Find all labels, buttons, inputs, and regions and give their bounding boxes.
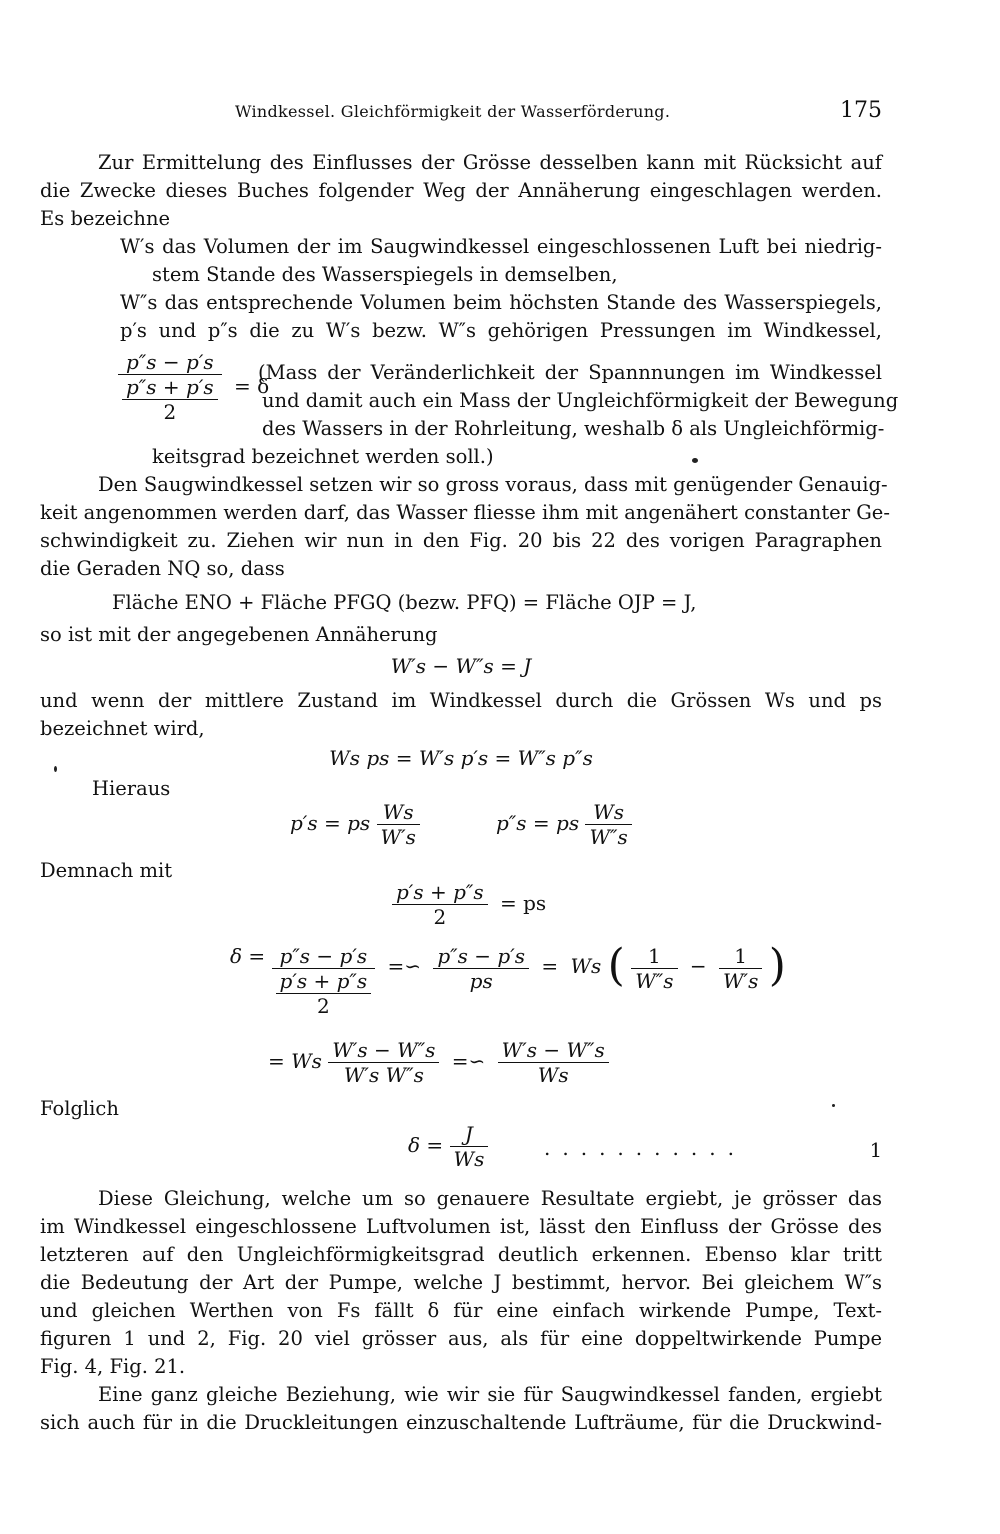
definition-w2: W″s das entsprechende Volumen beim höchsten Stande des Wasserspiegels, <box>120 291 882 314</box>
approx-sign: =∽ <box>451 1049 486 1073</box>
equation-number: 1 <box>869 1139 882 1162</box>
fraction-numerator: 1 <box>719 944 762 969</box>
fraction-numerator: p″s − p′s <box>272 944 376 969</box>
label-hieraus: Hieraus <box>92 777 171 800</box>
text-line: die Zwecke dieses Buches folgender Weg der Annäherung eingeschlagen werden. <box>40 179 882 202</box>
formula-lhs: δ = <box>230 944 266 968</box>
text-line: und gleichen Werthen von Fs fällt δ für eine einfach wirkende Pumpe, Text- <box>40 1299 882 1322</box>
definition-w1: W′s das Volumen der im Saugwindkessel eingeschlossenen Luft bei niedrig- <box>120 235 882 258</box>
label-folglich: Folglich <box>40 1097 119 1120</box>
equals-sign: = <box>541 954 559 978</box>
approx-sign: =∽ <box>387 954 422 978</box>
fraction-numerator: 1 <box>631 944 677 969</box>
fraction-numerator: W′s − W″s <box>498 1038 609 1063</box>
fraction-numerator: p″s − p′s <box>118 350 222 375</box>
fraction-denominator: W′s W″s <box>343 1063 424 1087</box>
text-line: figuren 1 und 2, Fig. 20 viel grösser aus, als für eine doppeltwirkende Pumpe <box>40 1327 882 1350</box>
fraction-denominator: 2 <box>163 400 177 424</box>
delta-explanation: (Mass der Veränderlichkeit der Spannnungen im Windkessel <box>258 361 882 384</box>
text-line: letzteren auf den Ungleichförmigkeitsgrad deutlich erkennen. Ebenso klar tritt <box>40 1243 882 1266</box>
fraction-numerator: p′s + p″s <box>276 969 372 994</box>
fraction-denominator: W′s <box>380 825 416 849</box>
fraction-numerator: p″s + p′s <box>122 375 218 400</box>
text-line: die Geraden NQ so, dass <box>40 557 285 580</box>
volume-equation: W′s − W″s = J <box>390 654 532 678</box>
text-line: und wenn der mittlere Zustand im Windkessel durch die Grössen Ws und ps <box>40 689 882 712</box>
mean-pressure-formula <box>392 880 552 929</box>
fraction-denominator: Ws <box>453 1147 485 1171</box>
scan-speck <box>832 1104 835 1107</box>
page-number: 175 <box>840 98 882 123</box>
text-line: Eine ganz gleiche Beziehung, wie wir sie für Saugwindkessel fanden, ergiebt <box>98 1383 882 1406</box>
area-equation: Fläche ENO + Fläche PFGQ (bezw. PFQ) = Fläche OJP = J, <box>112 591 697 614</box>
text-line: Es bezeichne <box>40 207 171 230</box>
fraction-numerator: Ws <box>585 800 631 825</box>
scan-speck <box>54 766 57 772</box>
text-line: Den Saugwindkessel setzen wir so gross voraus, dass mit genügender Genauig- <box>98 473 888 496</box>
fraction-denominator: Ws <box>537 1063 569 1087</box>
volume-factor: Ws <box>570 954 602 978</box>
equals-delta: = δ <box>233 373 270 398</box>
fraction-numerator: p″s − p′s <box>433 944 529 969</box>
delta-explanation: des Wassers in der Rohrleitung, weshalb δ als Ungleichförmig- <box>262 417 885 440</box>
text-line: im Windkessel eingeschlossene Luftvolumen ist, lässt den Einfluss der Grösse des <box>40 1215 882 1238</box>
definition-pressures: p′s und p″s die zu W′s bezw. W″s gehörigen Pressungen im Windkessel, <box>120 319 882 342</box>
text-line: Fig. 4, Fig. 21. <box>40 1355 186 1378</box>
delta-definition-formula <box>118 350 275 424</box>
formula-lhs: p′s = ps <box>290 811 371 835</box>
formula-lhs: δ = <box>408 1133 444 1157</box>
open-paren-icon: ( <box>607 940 625 991</box>
close-paren-icon: ) <box>768 940 786 991</box>
text-line: so ist mit der angegebenen Annäherung <box>40 623 438 646</box>
text-line: die Bedeutung der Art der Pumpe, welche J bestimmt, hervor. Bei gleichem W″s <box>40 1271 882 1294</box>
fraction-numerator: p′s + p″s <box>392 880 488 905</box>
book-page <box>40 0 899 1534</box>
delta-derivation <box>230 940 786 1018</box>
fraction-denominator: W′s <box>722 969 759 993</box>
fraction-denominator: W″s <box>635 969 674 993</box>
fraction-denominator: ps <box>469 969 493 993</box>
formula-lhs: = Ws <box>268 1049 322 1073</box>
definition-w1-cont: stem Stande des Wasserspiegels in demselben, <box>152 263 618 286</box>
boyle-equation: Ws ps = W′s p′s = W″s p″s <box>329 746 593 770</box>
minus-sign: − <box>689 954 707 978</box>
text-line: schwindigkeit zu. Ziehen wir nun in den Fig. 20 bis 22 des vorigen Paragraphen <box>40 529 882 552</box>
formula-rhs: = ps <box>499 891 547 915</box>
scan-speck <box>692 458 698 463</box>
text-line: sich auch für in die Druckleitungen einzuschaltende Lufträume, für die Druckwind- <box>40 1411 882 1434</box>
pressure-formula-2 <box>496 800 632 849</box>
final-formula <box>408 1122 488 1171</box>
text-line: Zur Ermittelung des Einflusses der Grösse desselben kann mit Rücksicht auf <box>98 151 882 174</box>
page-header <box>40 98 882 128</box>
leader-dots: ........... <box>544 1136 746 1160</box>
text-line: Diese Gleichung, welche um so genauere Resultate ergiebt, je grösser das <box>98 1187 882 1210</box>
delta-explanation: keitsgrad bezeichnet werden soll.) <box>152 445 494 468</box>
delta-explanation: und damit auch ein Mass der Ungleichförmigkeit der Bewegung <box>262 389 899 412</box>
running-title: Windkessel. Gleichförmigkeit der Wasserförderung. <box>235 102 671 121</box>
text-line: keit angenommen werden darf, das Wasser fliesse ihm mit angenähert constanter Ge- <box>40 501 890 524</box>
label-demnach: Demnach mit <box>40 859 173 882</box>
fraction-denominator: 2 <box>316 994 330 1018</box>
pressure-formula-1 <box>290 800 420 849</box>
fraction-numerator: W′s − W″s <box>328 1038 439 1063</box>
fraction-denominator: W″s <box>589 825 628 849</box>
fraction-denominator: 2 <box>433 905 447 929</box>
fraction-numerator: Ws <box>377 800 420 825</box>
delta-derivation-cont <box>268 1038 609 1087</box>
fraction-numerator: J <box>450 1122 489 1147</box>
text-line: bezeichnet wird, <box>40 717 205 740</box>
formula-lhs: p″s = ps <box>496 811 580 835</box>
